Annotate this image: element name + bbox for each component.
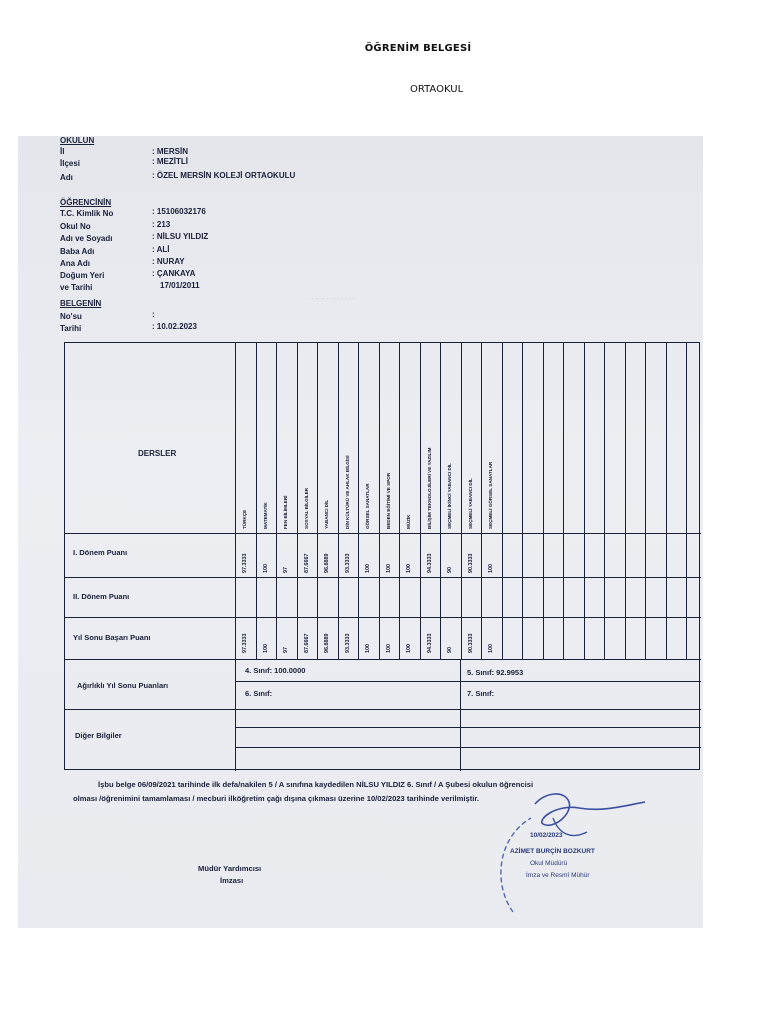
tc-label: T.C. Kimlik No (60, 209, 114, 218)
donem1-score: 90 (447, 567, 453, 573)
agirlikli-label: Ağırlıklı Yıl Sonu Puanları (77, 681, 169, 690)
okulno-value: : 213 (152, 220, 171, 229)
table-vline (420, 343, 421, 659)
father-label: Baba Adı (60, 247, 95, 256)
stamp-date: 10/02/2023 (530, 832, 563, 839)
grade-5-cell: 5. Sınıf: 92.9953 (467, 668, 524, 677)
yilsonu-score: 100 (488, 644, 494, 653)
donem1-score: 100 (406, 564, 412, 573)
father-value: : ALİ (152, 245, 170, 254)
table-vline (256, 343, 257, 659)
signature-stamp-icon (483, 788, 673, 928)
tc-value: : 15106032176 (152, 207, 206, 216)
table-vline (461, 343, 462, 659)
table-vline (317, 343, 318, 659)
donem1-score: 94.3333 (426, 553, 433, 573)
ilce-label: İlçesi (60, 159, 81, 168)
subject-header: SEÇMELİ GÖRSEL SANATLAR (488, 461, 493, 529)
principal-name: AZİMET BURÇİN BOZKURT (510, 848, 595, 855)
table-vline (625, 343, 626, 659)
table-vline (563, 343, 564, 659)
yilsonu-score: 100 (385, 644, 392, 653)
table-vline (460, 659, 461, 771)
table-hline (65, 617, 701, 618)
birthdate-label: ve Tarihi (60, 283, 93, 292)
yilsonu-score: 97.3333 (242, 633, 248, 653)
donem2-label: II. Dönem Puanı (73, 592, 130, 601)
dersler-label: DERSLER (138, 449, 177, 458)
donem1-score: 97 (283, 567, 289, 573)
student-header: ÖĞRENCİNİN (60, 198, 112, 207)
table-hline (65, 533, 701, 534)
school-header: OKULUN (60, 136, 95, 145)
doc-date-label: Tarihi (60, 324, 82, 333)
donem1-label: I. Dönem Puanı (73, 548, 128, 557)
yilsonu-score: 100 (262, 644, 269, 653)
footer-line-2: olması /öğrenimini tamamlaması / mecburi ilköğretim çağı dışına çıkması üzerine 10/02/2023 tarihinde verilmiştir. (73, 794, 480, 803)
donem1-score: 93.3333 (344, 553, 351, 573)
donem1-score: 96.8889 (324, 553, 330, 573)
table-vline (686, 343, 687, 659)
table-vline (358, 343, 359, 659)
yilsonu-score: 90.3333 (467, 633, 474, 653)
school-name-value: : ÖZEL MERSİN KOLEJİ ORTAOKULU (152, 171, 296, 180)
yilsonu-score: 94.3333 (426, 633, 433, 653)
mother-value: : NURAY (152, 257, 185, 266)
table-vline (440, 343, 441, 659)
il-value: : MERSİN (152, 147, 188, 156)
subject-header: FEN BİLİMLERİ (283, 495, 288, 529)
donem1-score: 100 (385, 564, 392, 573)
table-hline (65, 709, 701, 710)
yilsonu-score: 90 (447, 647, 453, 653)
principal-sign-label: İmza ve Resmî Mühür (526, 872, 590, 879)
table-vline (338, 343, 339, 659)
subject-header: BİLİŞİM TEKNOLOJİLERİ VE YAZILIM (426, 447, 432, 529)
yilsonu-score: 93.3333 (344, 633, 351, 653)
donem1-score: 97.3333 (242, 553, 248, 573)
table-vline (522, 343, 523, 659)
birthdate-value: 17/01/2011 (160, 281, 200, 290)
donem1-score: 100 (262, 564, 269, 573)
table-vline (297, 343, 298, 659)
table-vline (399, 343, 400, 659)
table-hline (235, 681, 701, 682)
donem1-score: 100 (488, 564, 494, 573)
donem1-score: 100 (365, 564, 371, 573)
yilsonu-score: 97 (283, 647, 289, 653)
grade-6-cell: 6. Sınıf: (245, 689, 273, 698)
subject-header: SEÇMELİ İKİNCİ YABANCI DİL (447, 463, 452, 529)
okulno-label: Okul No (60, 222, 91, 231)
birthplace-value: : ÇANKAYA (152, 269, 196, 278)
subject-header: BEDEN EĞİTİMİ VE SPOR (385, 472, 391, 529)
deputy-signature-label: İmzası (220, 876, 244, 885)
table-vline (584, 343, 585, 659)
scanned-certificate (18, 136, 703, 928)
table-hline (65, 659, 701, 660)
subject-header: DİN KÜLTÜRÜ VE AHLAK BİLGİSİ (344, 455, 350, 529)
grade-4-cell: 4. Sınıf: 100.0000 (245, 666, 306, 675)
doc-no-label: No'su (60, 312, 82, 321)
yilsonu-label: Yıl Sonu Başarı Puanı (73, 633, 151, 642)
yilsonu-score: 100 (365, 644, 371, 653)
donem1-score: 87.6667 (303, 553, 310, 573)
subject-header: TÜRKÇE (242, 509, 247, 529)
table-hline (235, 747, 701, 748)
subject-header: YABANCI DİL (324, 499, 329, 529)
document-title: ÖĞRENİM BELGESİ (364, 43, 472, 54)
doc-no-value: : (152, 310, 155, 319)
name-label: Adı ve Soyadı (60, 234, 113, 243)
principal-title: Okul Müdürü (530, 860, 568, 867)
table-vline (666, 343, 667, 659)
footer-line-1: İşbu belge 06/09/2021 tarihinde ilk defa/nakilen 5 / A sınıfına kaydedilen NİLSU YILDIZ 6. Sınıf / A Şubesi okulun öğrencisi (98, 780, 534, 789)
yilsonu-score: 87.6667 (303, 633, 310, 653)
il-label: İl (60, 147, 65, 156)
table-hline (65, 577, 701, 578)
table-vline (645, 343, 646, 659)
subject-header: SEÇMELİ YABANCI DİL (467, 478, 473, 529)
table-vline (235, 343, 236, 771)
table-vline (543, 343, 544, 659)
yilsonu-score: 100 (406, 644, 412, 653)
table-vline (276, 343, 277, 659)
name-value: : NİLSU YILDIZ (152, 232, 209, 241)
diger-label: Diğer Bilgiler (75, 731, 122, 740)
table-vline (502, 343, 503, 659)
document-subtitle: ORTAOKUL (410, 84, 464, 95)
table-hline (235, 727, 701, 728)
school-name-label: Adı (60, 173, 73, 182)
bleed-through-text: · · · · · · · · · · · · · (308, 296, 354, 302)
subject-header: MÜZİK (406, 514, 411, 529)
grade-7-cell: 7. Sınıf: (467, 689, 495, 698)
birthplace-label: Doğum Yeri (60, 271, 105, 280)
doc-date-value: : 10.02.2023 (152, 322, 197, 331)
ilce-value: : MEZİTLİ (152, 157, 188, 166)
yilsonu-score: 96.8889 (324, 633, 330, 653)
deputy-principal-label: Müdür Yardımcısı (198, 864, 262, 873)
subject-header: MATEMATİK (262, 502, 268, 529)
mother-label: Ana Adı (60, 259, 90, 268)
table-vline (379, 343, 380, 659)
subject-header: SOSYAL BİLGİLER (303, 487, 309, 529)
donem1-score: 90.3333 (467, 553, 474, 573)
table-vline (604, 343, 605, 659)
grade-table (64, 342, 700, 770)
document-info-header: BELGENİN (60, 299, 102, 308)
subject-header: GÖRSEL SANATLAR (365, 483, 370, 529)
table-vline (481, 343, 482, 659)
